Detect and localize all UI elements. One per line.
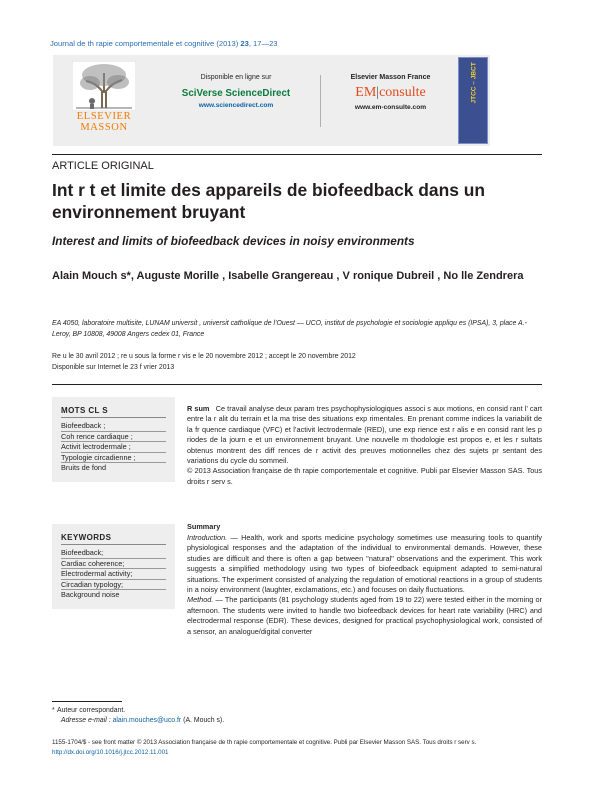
corresponding-author-footnote: * Auteur correspondant. Adresse e-mail : alain.mouches@uco.fr (A. Mouch s). xyxy=(52,707,225,724)
keyword-item: Activit lectrodermale ; xyxy=(61,442,166,453)
keyword-item: Typologie circadienne ; xyxy=(61,453,166,464)
publisher-name: ELSEVIER MASSON xyxy=(76,111,132,133)
online-label: Disponible en ligne sur xyxy=(200,74,272,81)
abstract-french-lead: R sum xyxy=(187,404,210,413)
keyword-item: Circadian typology; xyxy=(61,580,166,591)
author-email-link[interactable]: alain.mouches@uco.fr xyxy=(112,716,182,724)
keyword-item: Cardiac coherence; xyxy=(61,559,166,570)
keyword-item: Biofeedback; xyxy=(61,548,166,559)
em-consulte-brand: EM|consulte xyxy=(355,85,426,100)
keyword-item: Background noise xyxy=(61,590,120,600)
em-consulte-block xyxy=(328,74,453,111)
summary-heading: Summary xyxy=(187,522,221,531)
keywords-en-box xyxy=(52,524,175,609)
em-consulte-link[interactable]: www.em-consulte.com xyxy=(354,104,427,111)
sciencedirect-link[interactable]: www.sciencedirect.com xyxy=(198,102,274,109)
abstract-french-text: Ce travail analyse deux param tres psychophysiologiques associ s aux motions, en consid rant l’ cart entre la r alit du terrain et la ma trise des situations exp rimentales. En prenant comme indices la variabilit de la fr quence cardiaque (VFC) et l’activit lectrodermale (RED), une exp rience est r alis e en consid rant les p riodes de la journ e et un environnement bruyant. Une nouvelle m thodologie est propos e, et les r sultats obtenus montrent des diff rences de r activit des preuves motionnelles chez des sujets pr sentant des variations du cycle du sommeil. xyxy=(187,404,542,466)
keyword-item: Bruits de fond xyxy=(61,463,107,473)
publisher-banner xyxy=(53,55,490,146)
article-type: ARTICLE ORIGINAL xyxy=(52,160,154,172)
em-label: Elsevier Masson France xyxy=(350,74,431,81)
keyword-item: Coh rence cardiaque ; xyxy=(61,432,166,443)
footnote-rule xyxy=(52,701,122,702)
elsevier-masson-logo xyxy=(65,61,143,143)
abstract-english: Introduction. — Health, work and sports medicine psychology sometimes use measuring tools to quantify physiological responses and the adaptation of the individual to environmental demands. However, these studies are difficult and there is often a gap between ''natural'' observations and the experiment. This work suggests a simplified methodology using two types of biofeedback equipment adapted to semi-natural situations. The experiment consisted of analyzing the regulation of emotional reactions in a group of students in a noisy environment (laughter, exclamations, etc.) and focuses on daily fluctuations. Method. — The participants (81 psychology students aged from 19 to 22) were tested either in the morning or afternoon. The students were invited to handle two biofeedback devices for heart rate variability (HRC) and electrodermal response (EDR). These devices, designed for practical psychophysiological work, consisted of a sensor, an analogue/digital converter xyxy=(187,533,542,636)
keywords-fr-rule xyxy=(61,417,166,418)
header-rule xyxy=(52,154,542,155)
abstract-french xyxy=(187,404,542,487)
article-subtitle: Interest and limits of biofeedback devices in noisy environments xyxy=(52,234,415,248)
elsevier-tree-icon xyxy=(72,61,136,111)
copyright-footer: 1155-1704/$ - see front matter © 2013 Association française de th rapie comportementale et cognitive. Publi par Elsevier Masson SAS. Tous droits r serv s. http://dx.doi.org/10.1016/j.jtcc.2012.11.001 xyxy=(52,738,542,757)
affiliation: EA 4050, laboratoire multisite, LUNAM universit , universit catholique de l’Ouest — UCO, institut de psychologie et sociologie appliqu es (IPSA), 3, place A.-Leroy, BP 10808, 49008 Angers cedex 01, France xyxy=(52,320,527,338)
keywords-en-rule xyxy=(61,544,166,545)
sciencedirect-brand: SciVerse ScienceDirect xyxy=(181,88,291,99)
keywords-fr-box xyxy=(52,397,175,482)
cover-title: JTCC – JBCT xyxy=(470,62,478,104)
sciencedirect-block xyxy=(161,74,311,109)
keyword-item: Electrodermal activity; xyxy=(61,569,166,580)
keywords-fr-heading: MOTS CL S xyxy=(61,406,109,415)
publication-dates: Re u le 30 avril 2012 ; re u sous la forme r vis e le 20 novembre 2012 ; accept le 20 novembre 2012 Disponible sur Internet le 23 f vrier 2013 xyxy=(52,353,356,371)
abstract-french-copyright: © 2013 Association française de th rapie comportementale et cognitive. Publi par Elsevier Masson SAS. Tous droits r serv s. xyxy=(187,466,542,486)
article-title: Int r t et limite des appareils de biofeedback dans un environnement bruyant xyxy=(52,180,485,222)
keyword-item: Biofeedback ; xyxy=(61,421,166,432)
banner-divider xyxy=(320,75,321,127)
journal-reference: Journal de th rapie comportementale et cognitive (2013) 23, 17—23 xyxy=(50,39,278,48)
doi-link[interactable]: http://dx.doi.org/10.1016/j.jtcc.2012.11.001 xyxy=(52,748,169,756)
dates-rule xyxy=(52,384,542,385)
keywords-en-heading: KEYWORDS xyxy=(61,533,112,542)
journal-cover-thumbnail xyxy=(458,57,488,144)
author-list: Alain Mouch s*, Auguste Morille , Isabelle Grangereau , V ronique Dubreil , No lle Zendrera xyxy=(52,270,524,282)
